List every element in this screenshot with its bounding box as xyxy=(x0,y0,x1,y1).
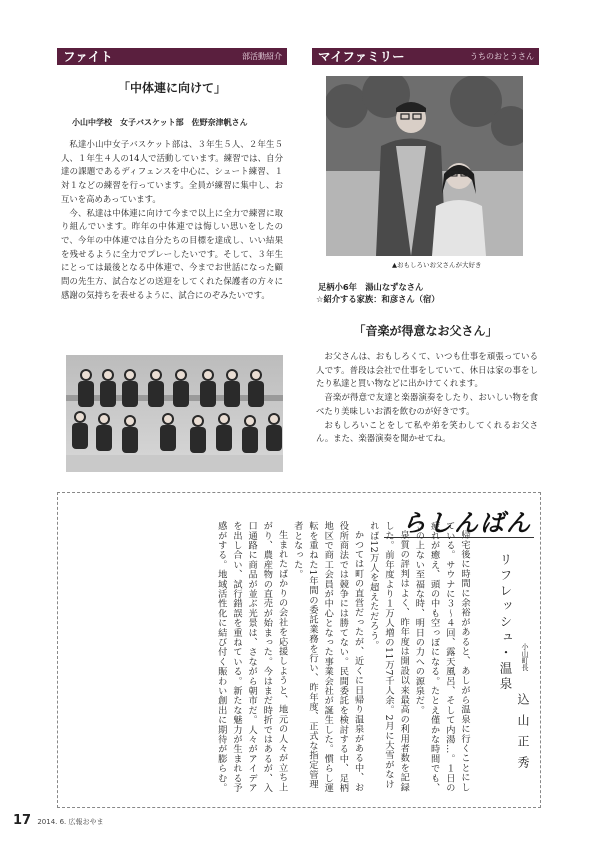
fight-article-title: 「中体連に向けて」 xyxy=(117,81,226,95)
column-paragraph: かつては町の直営だったが、近くに日帰り温泉がある中、お役所商法では競争には勝てない。民間委託を検討する中、足柄地区で商工会員が中心となった事業会社が誕生した。慣らし運転を重ねた1年間の委託業務を行い、昨年度、正式な指定管理者となった。 xyxy=(291,521,364,793)
column-title: リフレッシュ・温泉 xyxy=(498,553,513,693)
family-photo-caption: ▲おもしろいお父さんが大好き xyxy=(392,261,482,269)
column-paragraph: 泉質の評判はよく、昨年度は開設以来最高の利用者数を記録した。前年度より１万人増の11万7千人余。2月に大雪がなければ12万人を超えただろう。 xyxy=(367,521,410,793)
family-paragraph: お父さんは、おもしろくて、いつも仕事を頑張っている人です。普段は会社で仕事をしていて、休日は家の事をしたり私達と買い物などに出かけてくれます。 xyxy=(316,351,538,389)
column-paragraph: 帰宅後に時間に余裕があると、あしがら温泉に行くことにしている。サウナに３～４回、露天風呂、そして内湯…。１日の疲れが癒え、頭の中も空っぽになる。たとえ僅かな時間でも、この上ない至福な時、明日の力への源泉だ。 xyxy=(413,521,470,793)
family-info-member: ☆紹介する家族：和彦さん（宿） xyxy=(316,294,440,304)
rashinban-column xyxy=(57,492,541,808)
family-header-sub: うちのおとうさん xyxy=(470,52,534,61)
issue-date: 2014. 6. xyxy=(37,818,67,826)
family-paragraph: おもしろいことをして私や弟を笑わしてくれるお父さん。また、楽器演奏を聞かせてね。 xyxy=(316,419,538,444)
family-photo xyxy=(326,76,523,256)
family-header-title: マイファミリー xyxy=(318,49,405,64)
column-author-name: 込山正秀 xyxy=(516,693,530,777)
family-paragraph: 音楽が得意で友達と楽器演奏をしたり、おいしい物を食べたり美味しいお酒を飲むのが好きです。 xyxy=(316,392,538,416)
fight-article-body xyxy=(61,138,283,302)
column-body xyxy=(214,521,472,793)
family-article-title: 「音楽が得意なお父さん」 xyxy=(353,324,498,338)
team-photo-image xyxy=(66,355,283,472)
basketball-team-photo xyxy=(66,355,283,472)
family-info-student: 足柄小6年 湯山なずなさん xyxy=(318,282,424,292)
fight-paragraph: 今、私達は中体連に向けて今まで以上に全力で練習に取り組んでいます。昨年の中体連では悔しい思いをしたので、今年の中体連では自分たちの目標を達成し、いい結果を残せるように全力でプレーしたいです。そして、３年生にとっては最後となる中体連で、今までお世話になった顧問の先生方、試合などの送迎をしてくれた保護者の方々に感謝の気持ちを表せるように、試合にのぞみたいです。 xyxy=(61,207,283,300)
column-paragraph: 生まれたばかりの会社を応援しようと、地元の人々が立ち上がり、農産物の直売が始まった。今はまだ時折ではあるが、入口通路に商品が並ぶ光景は、さながら朝市だ。人々がアイデアを出し合い、試行錯誤を重ねている。新たな魅力が生まれる予感がする。地域活性化に結び付く賑わい創出に期待が膨らむ。 xyxy=(215,521,288,793)
page-footer xyxy=(13,813,104,828)
fight-header xyxy=(57,48,287,65)
family-header xyxy=(312,48,539,65)
fight-paragraph: 私達小山中女子バスケット部は、３年生５人、２年生５人、１年生４人の14人で活動しています。練習では、自分達の課題であるディフェンスを中心に、シュート練習、１対１などの練習を行っています。全員が練習に集中し、お互いを高めあっています。 xyxy=(61,139,283,204)
family-article-body xyxy=(316,350,538,446)
rashinban-logo: らしんばん xyxy=(402,508,532,537)
family-photo-image xyxy=(326,76,523,256)
column-author-role: 小山町長 xyxy=(521,643,529,671)
fight-header-title: ファイト xyxy=(63,49,113,64)
fight-byline: 小山中学校 女子バスケット部 佐野奈津帆さん xyxy=(72,118,248,127)
fight-header-sub: 部活動紹介 xyxy=(242,52,282,61)
publication-name: 広報おやま xyxy=(68,818,104,826)
page-number: 17 xyxy=(13,813,32,828)
